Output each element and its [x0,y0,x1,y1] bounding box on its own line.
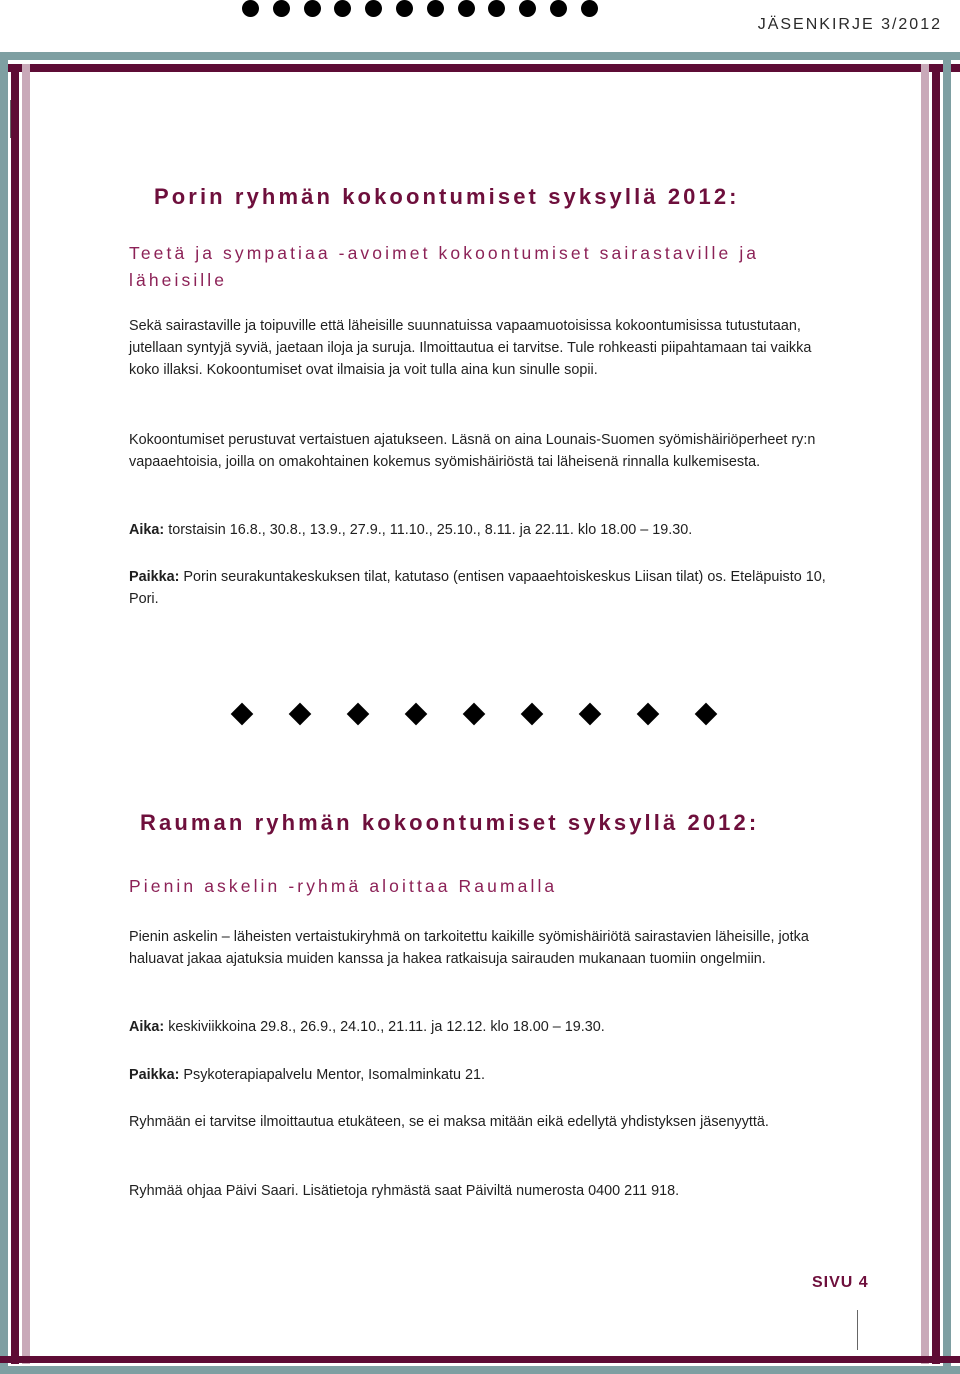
pori-peer-support-paragraph: Kokoontumiset perustuvat vertaistuen ajatukseen. Läsnä on aina Lounais-Suomen syömishäiriöperheet ry:n vapaaehtoisia, joilla on omakohtainen kokemus syömishäiriöstä tai läheisenä rinnalla kulkemisesta. [129,432,816,470]
header-dot [242,0,259,17]
rauma-section-title: Rauman ryhmän kokoontumiset syksyllä 2012: [140,810,760,835]
frame-top-teal [0,52,960,60]
diamond-ornament [579,703,602,726]
place-label: Paikka: [129,569,180,585]
time-value: torstaisin 16.8., 30.8., 13.9., 27.9., 11.10., 25.10., 8.11. ja 22.11. klo 18.00 – 19.30. [168,522,693,538]
header-dot [304,0,321,17]
diamond-ornament [695,703,718,726]
rauma-contact-paragraph: Ryhmää ohjaa Päivi Saari. Lisätietoja ryhmästä saat Päiviltä numerosta 0400 211 918. [129,1183,680,1199]
place-value: Porin seurakuntakeskuksen tilat, katutaso (entisen vapaaehtoiskeskus Liisan tilat) os. Eteläpuisto 10, Pori. [129,569,826,607]
header-dot [273,0,290,17]
diamond-divider [232,704,716,724]
frame-right-pink [921,64,929,1364]
place-label: Paikka: [129,1067,180,1083]
header-dot [519,0,536,17]
frame-left-teal [0,52,8,1374]
time-label: Aika: [129,1019,165,1035]
frame-left-pink [22,64,30,1364]
pori-subtitle [129,240,829,294]
header-dot [365,0,382,17]
rauma-time [129,1016,839,1038]
place-value: Psykoterapiapalvelu Mentor, Isomalminkatu 21. [183,1067,485,1083]
pori-time [129,519,839,541]
divider-line [10,100,11,138]
rauma-place [129,1064,839,1086]
header-dots [242,0,598,17]
pori-subtitle-line: läheisille [129,270,228,290]
header-dot [488,0,505,17]
diamond-ornament [347,703,370,726]
diamond-ornament [637,703,660,726]
diamond-ornament [521,703,544,726]
header-dot [334,0,351,17]
pori-subtitle-line: Teetä ja sympatiaa -avoimet kokoontumiset sairastaville ja [129,243,760,263]
header-dot [581,0,598,17]
diamond-ornament [405,703,428,726]
diamond-ornament [463,703,486,726]
rauma-subtitle: Pienin askelin -ryhmä aloittaa Raumalla [129,876,558,896]
pori-section-title: Porin ryhmän kokoontumiset syksyllä 2012: [154,184,740,209]
diamond-ornament [231,703,254,726]
divider-line [857,1310,858,1350]
frame-right-teal [943,52,951,1374]
header-dot [427,0,444,17]
pori-place [129,566,839,610]
time-value: keskiviikkoina 29.8., 26.9., 24.10., 21.11. ja 12.12. klo 18.00 – 19.30. [168,1019,605,1035]
rauma-intro-paragraph: Pienin askelin – läheisten vertaistukiryhmä on tarkoitettu kaikille syömishäiriötä sairastavien läheisille, jotka haluavat jakaa ajatuksia muiden kanssa ja hakea ratkaisuja sairauden mukanaan tuomiin ongelmiin. [129,929,809,967]
rauma-registration-paragraph: Ryhmään ei tarvitse ilmoittautua etukäteen, se ei maksa mitään eikä edellytä yhdistyksen jäsenyyttä. [129,1114,769,1130]
frame-bottom-maroon [0,1356,960,1363]
diamond-ornament [289,703,312,726]
time-label: Aika: [129,522,165,538]
page-number: SIVU 4 [812,1274,869,1291]
frame-left-maroon [11,64,19,1364]
frame-top-maroon [0,64,960,72]
newsletter-title: JÄSENKIRJE 3/2012 [757,16,942,33]
header-dot [458,0,475,17]
pori-intro-paragraph: Sekä sairastaville ja toipuville että läheisille suunnatuissa vapaamuotoisissa kokoontumisissa tutustutaan, jutellaan syntyjä syviä, jaetaan iloja ja suruja. Ilmoittautua ei tarvitse. Tule rohkeasti piipahtamaan tai vaikka koko illaksi. Kokoontumiset ovat ilmaisia ja voit tulla aina kun sinulle sopii. [129,318,812,378]
header-dot [396,0,413,17]
frame-right-maroon [932,64,940,1364]
header-dot [550,0,567,17]
frame-bottom-teal [0,1366,960,1374]
